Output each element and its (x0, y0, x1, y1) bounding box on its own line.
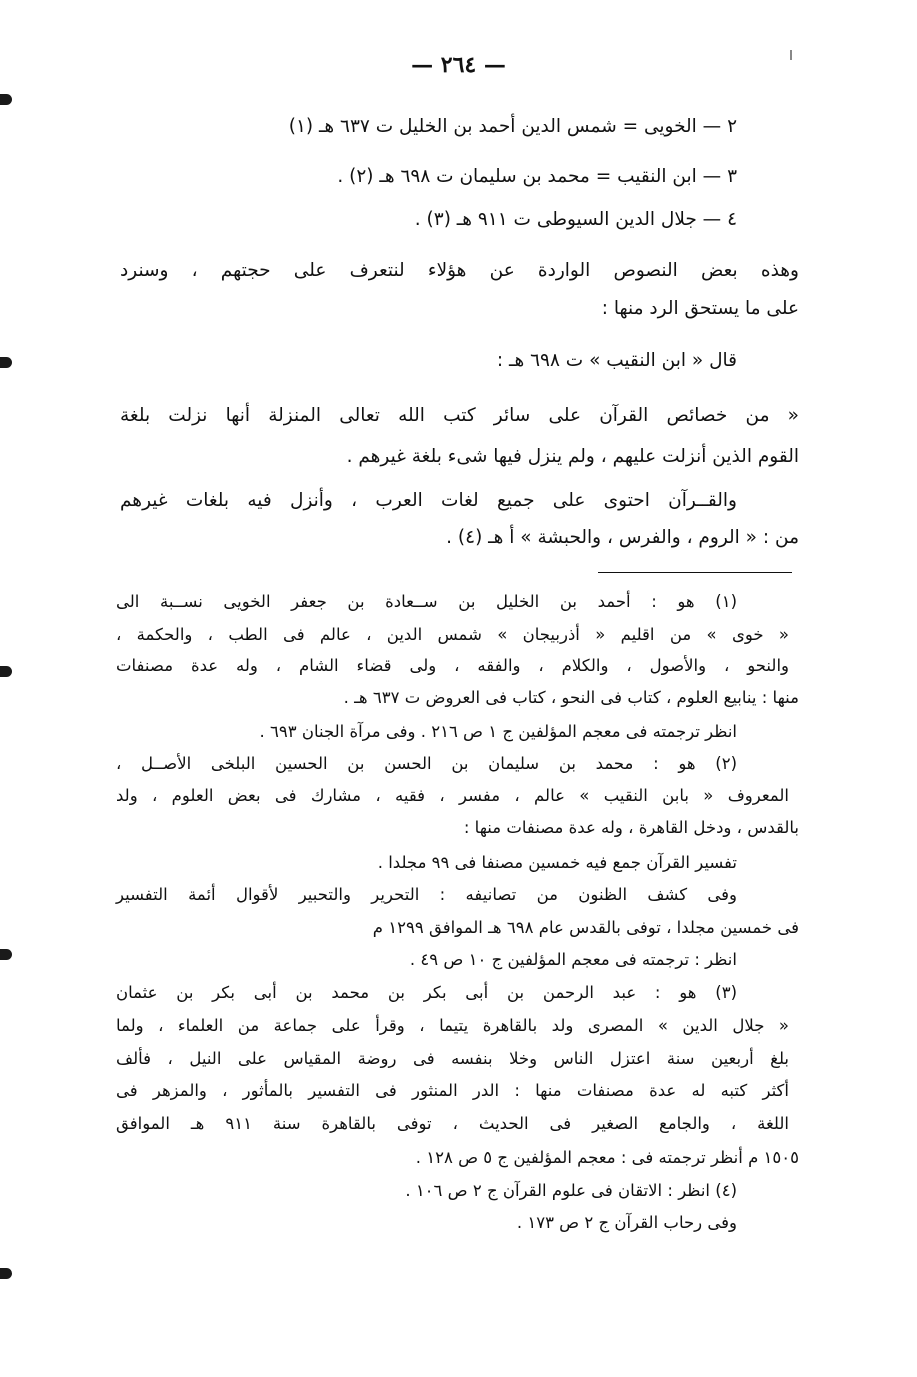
footnote-line: بلغ أربعين سنة اعتزل الناس وخلا بنفسه فى روضة المقياس على النيل ، فألف (116, 1049, 789, 1068)
footnote-line: ١٥٠٥ م أنظر ترجمته فى : معجم المؤلفين ج ٥ ص ١٢٨ . (415, 1148, 799, 1167)
footnote-line: (٢) هو : محمد بن سليمان بن الحسن بن الحسين البلخى الأصــل ، (116, 754, 737, 773)
scan-speck (790, 50, 792, 60)
footnote-line: اللغة ، والجامع الصغير فى الحديث ، توفى بالقاهرة سنة ٩١١ هـ الموافق (116, 1114, 789, 1133)
footnote-line: « جلال الدين » المصرى ولد بالقاهرة يتيما ، وقرأ على جماعة من العلماء ، ولما (116, 1016, 789, 1035)
footnote-line: (٤) انظر : الاتقان فى علوم القرآن ج ٢ ص ١٠٦ . (405, 1181, 737, 1200)
footnote-line: وفى كشف الظنون من تصانيفه : التحرير والتحبير لأقوال أئمة التفسير (116, 885, 737, 904)
footnote-line: فى خمسين مجلدا ، توفى بالقدس عام ٦٩٨ هـ الموافق ١٢٩٩ م (372, 918, 799, 937)
quote-line: القوم الذين أنزلت عليهم ، ولم ينزل فيها شىء بلغة غيرهم . (346, 446, 799, 467)
quote-line: « من خصائص القرآن على سائر كتب الله تعالى المنزلة أنها نزلت بلغة (120, 405, 799, 426)
binding-mark (0, 357, 12, 368)
binding-mark (0, 666, 12, 677)
footnote-line: وفى رحاب القرآن ج ٢ ص ١٧٣ . (516, 1213, 737, 1232)
list-item: ٣ — ابن النقيب = محمد بن سليمان ت ٦٩٨ هـ (٢) . (337, 166, 737, 187)
list-item: ٢ — الخويى = شمس الدين أحمد بن الخليل ت ٦٣٧ هـ (١) (288, 116, 737, 137)
footnote-separator (598, 572, 792, 573)
paragraph-line: وهذه بعض النصوص الواردة عن هؤلاء لنتعرف على حجتهم ، وسنرد (120, 260, 799, 281)
quote-heading: قال « ابن النقيب » ت ٦٩٨ هـ : (496, 350, 737, 371)
page-number: — ٢٦٤ — (411, 52, 506, 78)
quote-line: من : « الروم ، والفرس ، والحبشة » أ هـ (٤) . (446, 527, 799, 548)
footnote-line: المعروف « بابن النقيب » عالم ، مفسر ، فقيه ، مشارك فى بعض العلوم ، ولد (116, 786, 789, 805)
quote-line: والقــرآن احتوى على جميع لغات العرب ، وأنزل فيه بلغات غيرهم (120, 490, 737, 511)
footnote-line: انظر : ترجمته فى معجم المؤلفين ج ١٠ ص ٤٩ . (409, 950, 737, 969)
paragraph-line: على ما يستحق الرد منها : (601, 298, 799, 319)
footnote-line: (١) هو : أحمد بن الخليل بن ســعادة بن جعفر الخويى نســبة الى (116, 592, 737, 611)
footnote-line: انظر ترجمته فى معجم المؤلفين ج ١ ص ٢١٦ . وفى مرآة الجنان ٦٩٣ . (259, 722, 737, 741)
footnote-line: منها : ينابيع العلوم ، كتاب فى النحو ، كتاب فى العروض ت ٦٣٧ هـ . (343, 688, 799, 707)
list-item: ٤ — جلال الدين السيوطى ت ٩١١ هـ (٣) . (414, 209, 737, 230)
footnote-line: أكثر كتبه له عدة مصنفات منها : الدر المنثور فى التفسير بالمأثور ، والمزهر فى (116, 1081, 789, 1100)
binding-mark (0, 1268, 12, 1279)
binding-mark (0, 94, 12, 105)
footnote-line: بالقدس ، ودخل القاهرة ، وله عدة مصنفات منها : (463, 818, 799, 837)
footnote-line: « خوى » من اقليم « أذربيجان » شمس الدين ، عالم فى الطب ، والحكمة ، (116, 625, 789, 644)
footnote-line: تفسير القرآن جمع فيه خمسين مصنفا فى ٩٩ مجلدا . (377, 853, 737, 872)
footnote-line: (٣) هو : عبد الرحمن بن أبى بكر بن محمد بن أبى بكر بن عثمان (116, 983, 737, 1002)
footnote-line: والنحو ، والأصول ، والكلام ، والفقه ، ولى قضاء الشام ، وله عدة مصنفات (116, 656, 789, 675)
binding-mark (0, 949, 12, 960)
